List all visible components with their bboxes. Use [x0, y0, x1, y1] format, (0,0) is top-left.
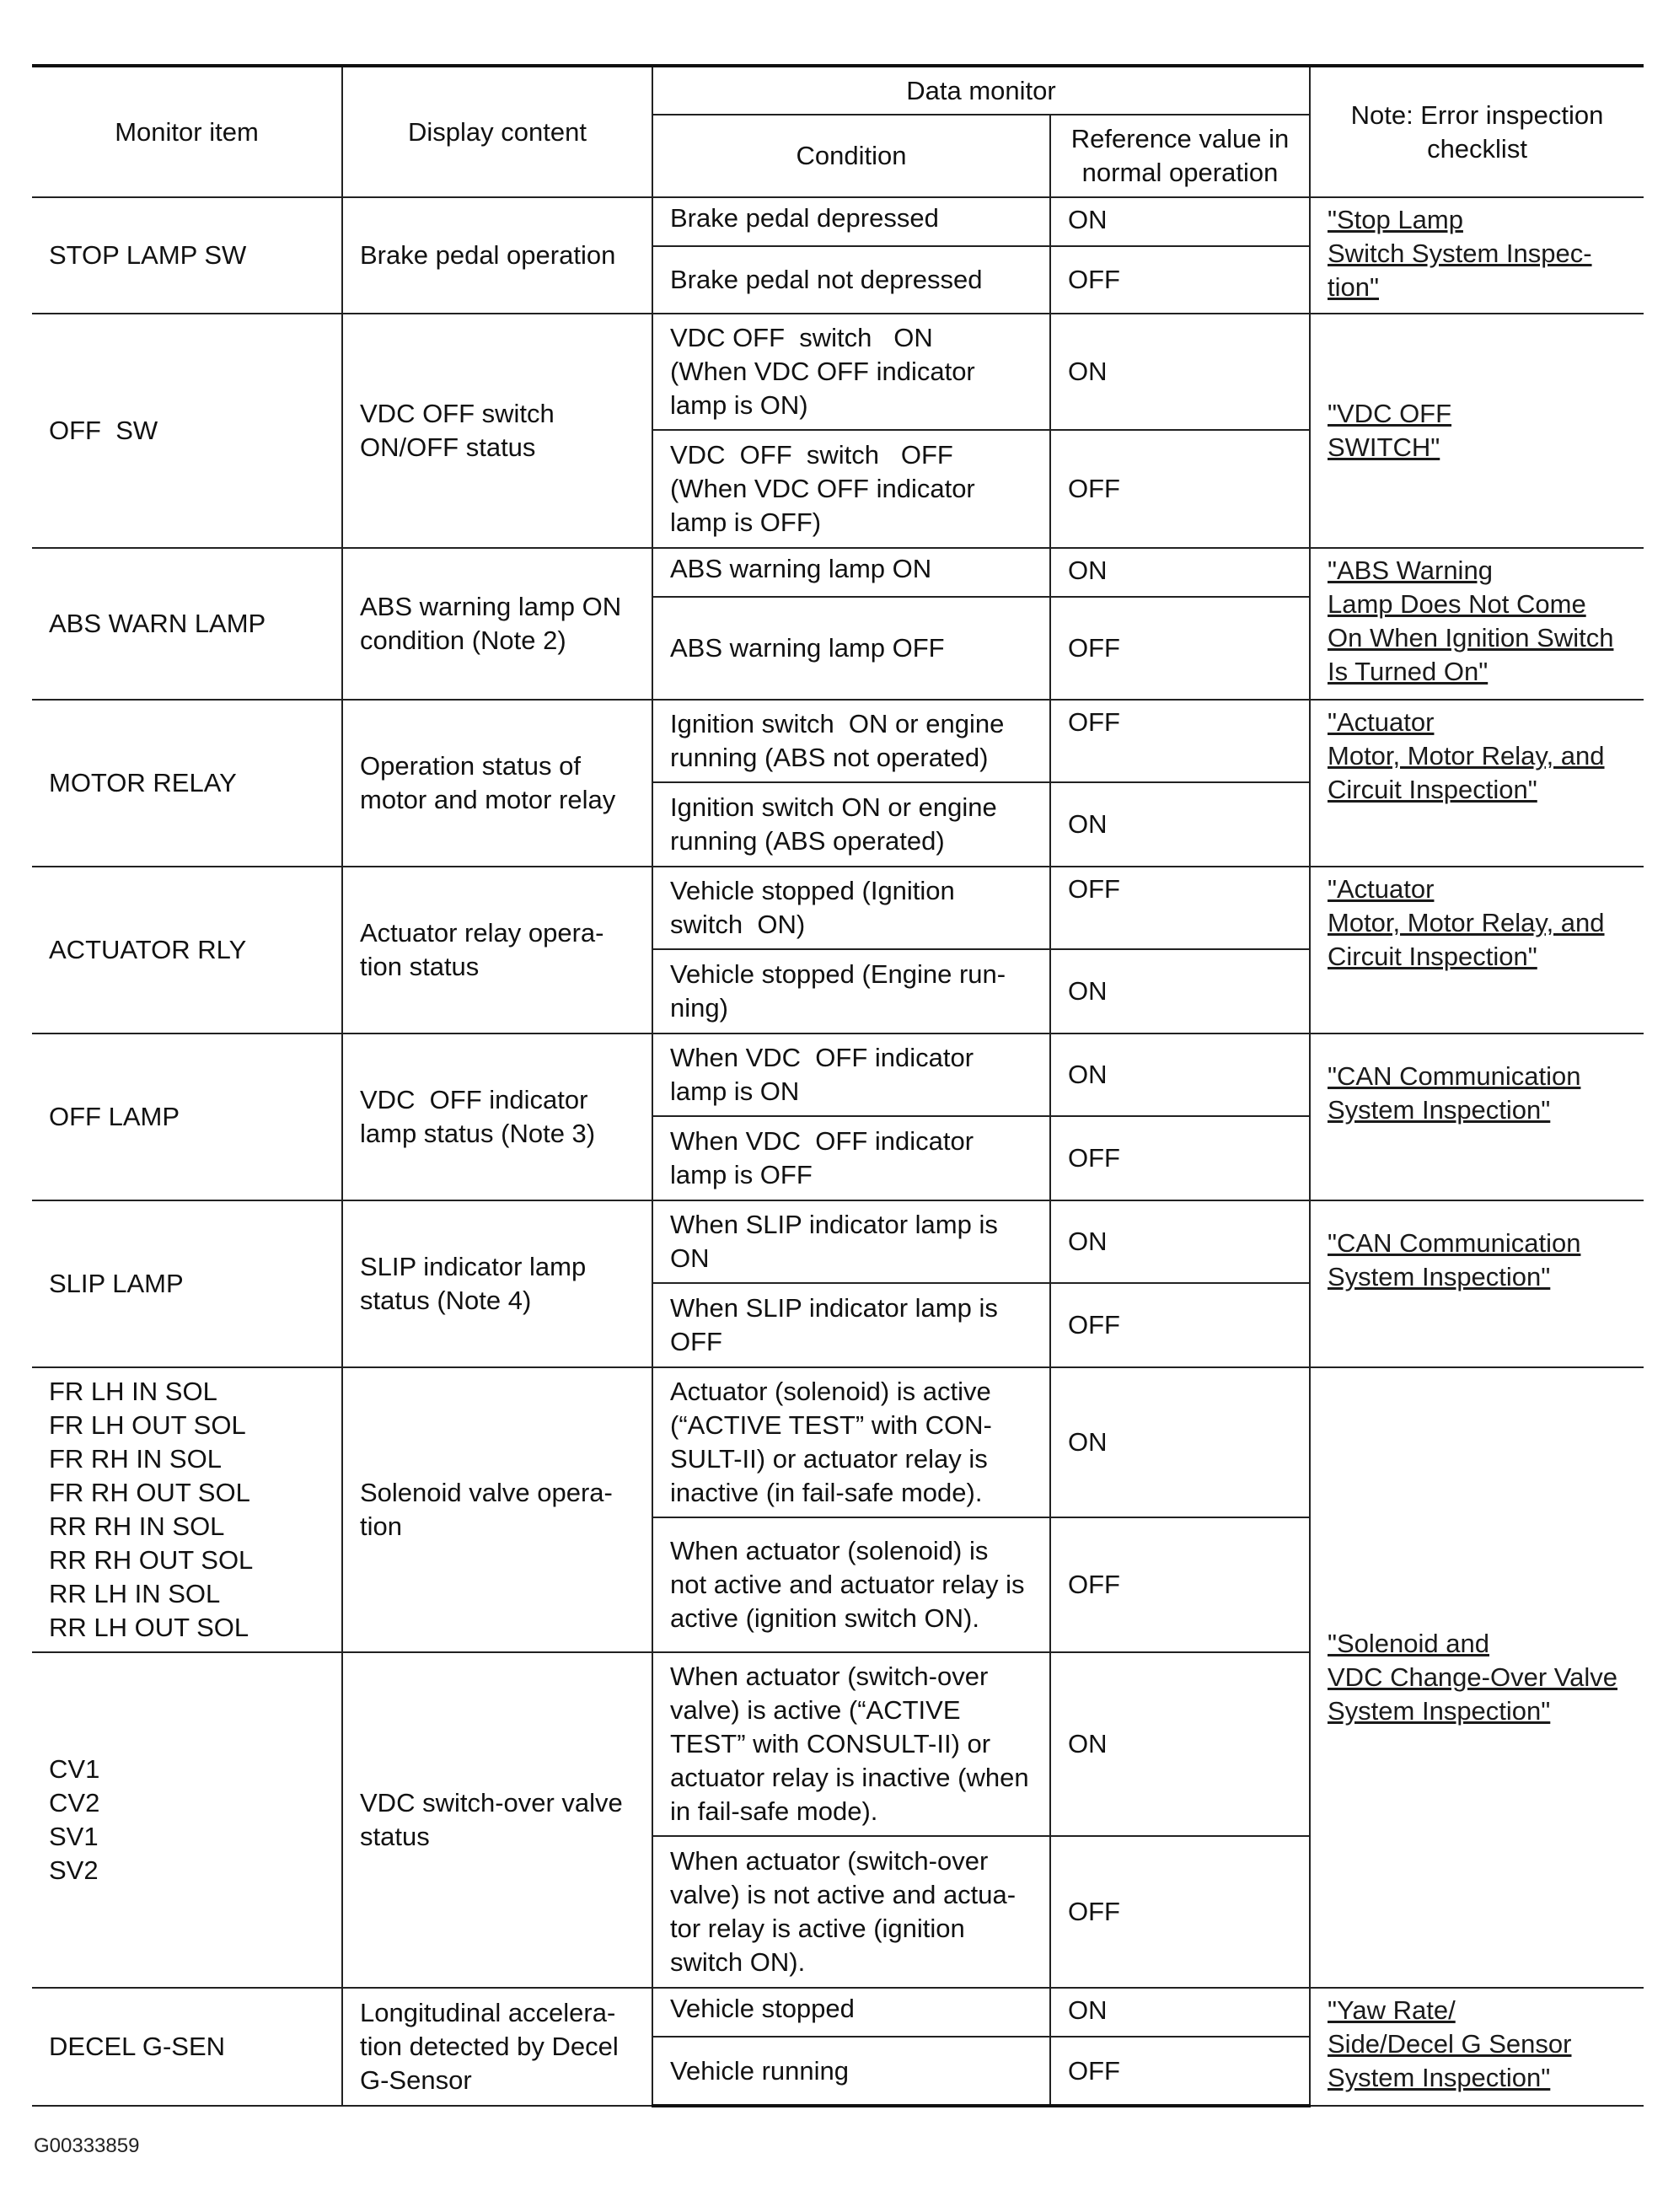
condition-line: ON: [670, 1243, 710, 1273]
header-reference-line: normal operation: [1081, 158, 1279, 187]
display-line: lamp status (Note 3): [360, 1119, 596, 1148]
reference-value: ON: [1050, 782, 1310, 867]
condition: [652, 782, 1050, 867]
condition: ABS warning lamp ON: [652, 548, 1050, 597]
reference-value: OFF: [1050, 430, 1310, 548]
reference-value: OFF: [1050, 246, 1310, 314]
condition: [652, 1367, 1050, 1517]
inspection-link-line[interactable]: "Actuator: [1328, 707, 1435, 737]
condition-line: SULT-II) or actuator relay is: [670, 1444, 988, 1474]
display-line: ABS warning lamp ON: [360, 592, 622, 621]
display-line: Operation status of: [360, 751, 581, 781]
table-row: [32, 1988, 1644, 2037]
condition: [652, 1517, 1050, 1652]
condition-line: lamp is ON: [670, 1076, 800, 1106]
monitor-item: ABS WARN LAMP: [32, 548, 342, 700]
reference-value: OFF: [1050, 700, 1310, 782]
inspection-link-line[interactable]: tion": [1328, 272, 1379, 302]
header-note: [1310, 66, 1644, 197]
condition-line: Ignition switch ON or engine: [670, 709, 1005, 738]
monitor-item-line: SV2: [49, 1855, 99, 1885]
inspection-link[interactable]: [1310, 1988, 1644, 2106]
header-monitor-item: Monitor item: [32, 66, 342, 197]
monitor-item-line: FR LH OUT SOL: [49, 1410, 246, 1440]
condition-line: When SLIP indicator lamp is: [670, 1210, 998, 1239]
inspection-link-line[interactable]: System Inspection": [1328, 2063, 1551, 2092]
display-content: [342, 1652, 652, 1988]
display-content: [342, 1367, 652, 1652]
display-line: VDC OFF indicator: [360, 1085, 588, 1114]
condition-line: actuator relay is inactive (when: [670, 1763, 1029, 1792]
display-content: [342, 700, 652, 867]
display-line: SLIP indicator lamp: [360, 1252, 587, 1281]
inspection-link-line[interactable]: Is Turned On": [1328, 657, 1489, 686]
condition-line: running (ABS operated): [670, 826, 945, 856]
table-row: [32, 867, 1644, 949]
reference-value: OFF: [1050, 1283, 1310, 1367]
monitor-item: [32, 1367, 342, 1652]
condition-line: Ignition switch ON or engine: [670, 792, 997, 822]
reference-value: ON: [1050, 197, 1310, 246]
display-line: status: [360, 1822, 430, 1851]
condition-line: When VDC OFF indicator: [670, 1043, 974, 1072]
monitor-item-line: CV2: [49, 1788, 100, 1817]
condition-line: lamp is OFF): [670, 507, 822, 537]
monitor-item: [32, 314, 342, 548]
inspection-link-line[interactable]: Motor, Motor Relay, and: [1328, 908, 1605, 937]
inspection-link[interactable]: [1310, 867, 1644, 1034]
monitor-item: SLIP LAMP: [32, 1200, 342, 1367]
reference-value: ON: [1050, 314, 1310, 430]
display-content: [342, 1988, 652, 2106]
condition: [652, 1652, 1050, 1836]
condition-line: When actuator (solenoid) is: [670, 1536, 989, 1565]
figure-code: G00333859: [34, 2134, 140, 2157]
display-content: [342, 1200, 652, 1367]
inspection-link-line[interactable]: "Stop Lamp: [1328, 205, 1463, 234]
display-line: G-Sensor: [360, 2065, 472, 2095]
table-row: [32, 700, 1644, 782]
condition-line: Vehicle stopped (Ignition: [670, 876, 955, 905]
monitor-item-label: OFF SW: [49, 416, 158, 445]
condition-line: active (ignition switch ON).: [670, 1603, 979, 1633]
condition: [652, 1034, 1050, 1116]
condition-line: When SLIP indicator lamp is: [670, 1293, 998, 1323]
monitor-item-line: RR LH IN SOL: [49, 1579, 221, 1608]
condition-line: VDC OFF switch OFF: [670, 440, 953, 470]
display-line: motor and motor relay: [360, 785, 616, 814]
condition-line: running (ABS not operated): [670, 743, 989, 772]
header-condition: Condition: [652, 115, 1050, 197]
condition-line: (When VDC OFF indicator: [670, 474, 975, 503]
condition-line: valve) is active (“ACTIVE: [670, 1695, 961, 1725]
condition-line: VDC OFF switch ON: [670, 323, 933, 352]
inspection-link[interactable]: [1310, 314, 1644, 548]
table-row: [32, 314, 1644, 430]
display-line: VDC switch-over valve: [360, 1788, 623, 1817]
reference-value: OFF: [1050, 597, 1310, 700]
inspection-link-line[interactable]: VDC Change-Over Valve: [1328, 1662, 1618, 1692]
inspection-link-line[interactable]: "CAN Communication: [1328, 1061, 1581, 1091]
inspection-link-line[interactable]: Side/Decel G Sensor: [1328, 2029, 1572, 2059]
condition-line: switch ON).: [670, 1947, 806, 1977]
inspection-link[interactable]: [1310, 1034, 1644, 1200]
monitor-item: MOTOR RELAY: [32, 700, 342, 867]
condition-line: valve) is not active and actua-: [670, 1880, 1017, 1909]
inspection-link-line[interactable]: Motor, Motor Relay, and: [1328, 741, 1605, 770]
monitor-item-line: FR RH OUT SOL: [49, 1478, 250, 1507]
condition-line: switch ON): [670, 910, 806, 939]
inspection-link-line[interactable]: "Solenoid and: [1328, 1629, 1489, 1658]
reference-value: ON: [1050, 1652, 1310, 1836]
condition: [652, 1283, 1050, 1367]
condition: [652, 700, 1050, 782]
inspection-link-line[interactable]: Lamp Does Not Come: [1328, 589, 1586, 619]
inspection-link-line[interactable]: SWITCH": [1328, 432, 1440, 462]
condition-line: Vehicle stopped (Engine run-: [670, 959, 1006, 989]
header-data-monitor: Data monitor: [652, 66, 1310, 115]
inspection-link-line[interactable]: On When Ignition Switch: [1328, 623, 1614, 652]
condition: [652, 1200, 1050, 1283]
condition-line: ning): [670, 993, 728, 1023]
inspection-link-line[interactable]: "VDC OFF: [1328, 399, 1452, 428]
inspection-link[interactable]: [1310, 1200, 1644, 1367]
table-row: [32, 1034, 1644, 1116]
inspection-link-line[interactable]: "Yaw Rate/: [1328, 1995, 1456, 2025]
inspection-link-line[interactable]: "Actuator: [1328, 874, 1435, 904]
condition-line: TEST” with CONSULT-II) or: [670, 1729, 991, 1758]
condition-line: (“ACTIVE TEST” with CON-: [670, 1410, 992, 1440]
table-row: [32, 1367, 1644, 1517]
display-line: VDC OFF switch: [360, 399, 555, 428]
monitor-item-line: CV1: [49, 1754, 100, 1784]
reference-value: OFF: [1050, 867, 1310, 949]
inspection-link-line[interactable]: System Inspection": [1328, 1095, 1551, 1125]
display-line: tion: [360, 1511, 402, 1541]
monitor-item: STOP LAMP SW: [32, 197, 342, 314]
reference-value: ON: [1050, 1034, 1310, 1116]
inspection-link-line[interactable]: Switch System Inspec-: [1328, 239, 1592, 268]
inspection-link-line[interactable]: Circuit Inspection": [1328, 775, 1537, 804]
condition: Vehicle running: [652, 2037, 1050, 2106]
inspection-link[interactable]: [1310, 197, 1644, 314]
display-line: tion detected by Decel: [360, 2032, 619, 2061]
condition-line: (When VDC OFF indicator: [670, 357, 975, 386]
monitor-item-line: RR RH OUT SOL: [49, 1545, 254, 1575]
condition: Brake pedal not depressed: [652, 246, 1050, 314]
monitor-item: [32, 1652, 342, 1988]
condition-line: When actuator (switch-over: [670, 1846, 989, 1876]
condition-line: inactive (in fail-safe mode).: [670, 1478, 983, 1507]
condition: [652, 949, 1050, 1034]
condition: ABS warning lamp OFF: [652, 597, 1050, 700]
table-header: [32, 66, 1644, 197]
monitor-item-line: RR RH IN SOL: [49, 1511, 225, 1541]
header-note-line: Note: Error inspection: [1350, 99, 1604, 130]
condition: Vehicle stopped: [652, 1988, 1050, 2037]
condition-line: lamp is OFF: [670, 1160, 813, 1189]
condition: [652, 1836, 1050, 1988]
inspection-link[interactable]: [1310, 1367, 1644, 1988]
table-row: [32, 1200, 1644, 1283]
monitor-item: DECEL G-SEN: [32, 1988, 342, 2106]
reference-value: ON: [1050, 1200, 1310, 1283]
condition: [652, 314, 1050, 430]
condition: [652, 867, 1050, 949]
header-note-line: checklist: [1427, 133, 1527, 164]
display-line: tion status: [360, 952, 480, 981]
display-line: Longitudinal accelera-: [360, 1998, 616, 2027]
header-reference-line: Reference value in: [1070, 124, 1290, 153]
display-line: ON/OFF status: [360, 432, 536, 462]
display-content: [342, 314, 652, 548]
inspection-link[interactable]: [1310, 700, 1644, 867]
display-line: Actuator relay opera-: [360, 918, 604, 948]
inspection-link[interactable]: [1310, 548, 1644, 700]
condition: [652, 1116, 1050, 1200]
table-row: [32, 548, 1644, 597]
monitor-item-line: FR RH IN SOL: [49, 1444, 222, 1474]
inspection-link-line[interactable]: "CAN Communication: [1328, 1228, 1581, 1258]
display-line: Solenoid valve opera-: [360, 1478, 613, 1507]
display-content: [342, 867, 652, 1034]
condition-line: lamp is ON): [670, 390, 808, 420]
condition-line: When VDC OFF indicator: [670, 1126, 974, 1156]
monitor-item-line: FR LH IN SOL: [49, 1377, 217, 1406]
inspection-link-line[interactable]: System Inspection": [1328, 1262, 1551, 1291]
display-line: status (Note 4): [360, 1286, 532, 1315]
data-monitor-table: [32, 64, 1644, 2107]
display-content: [342, 548, 652, 700]
condition: [652, 430, 1050, 548]
condition-line: tor relay is active (ignition: [670, 1914, 965, 1943]
table-row: [32, 197, 1644, 246]
reference-value: OFF: [1050, 1836, 1310, 1988]
header-display-content: Display content: [342, 66, 652, 197]
condition-line: OFF: [670, 1327, 722, 1356]
display-line: condition (Note 2): [360, 625, 566, 655]
reference-value: OFF: [1050, 1116, 1310, 1200]
reference-value: ON: [1050, 1988, 1310, 2037]
reference-value: ON: [1050, 1367, 1310, 1517]
condition-line: Actuator (solenoid) is active: [670, 1377, 991, 1406]
monitor-item-line: RR LH OUT SOL: [49, 1613, 249, 1642]
condition-line: When actuator (switch-over: [670, 1662, 989, 1691]
condition: Brake pedal depressed: [652, 197, 1050, 246]
monitor-item: OFF LAMP: [32, 1034, 342, 1200]
monitor-item: ACTUATOR RLY: [32, 867, 342, 1034]
reference-value: ON: [1050, 548, 1310, 597]
monitor-item-line: SV1: [49, 1822, 99, 1851]
condition-line: not active and actuator relay is: [670, 1570, 1025, 1599]
reference-value: ON: [1050, 949, 1310, 1034]
condition-line: in fail-safe mode).: [670, 1796, 878, 1826]
reference-value: OFF: [1050, 2037, 1310, 2106]
inspection-link-line[interactable]: System Inspection": [1328, 1696, 1551, 1726]
display-content: Brake pedal operation: [342, 197, 652, 314]
header-reference: [1050, 115, 1310, 197]
inspection-link-line[interactable]: "ABS Warning: [1328, 556, 1493, 585]
inspection-link-line[interactable]: Circuit Inspection": [1328, 942, 1537, 971]
reference-value: OFF: [1050, 1517, 1310, 1652]
display-content: [342, 1034, 652, 1200]
